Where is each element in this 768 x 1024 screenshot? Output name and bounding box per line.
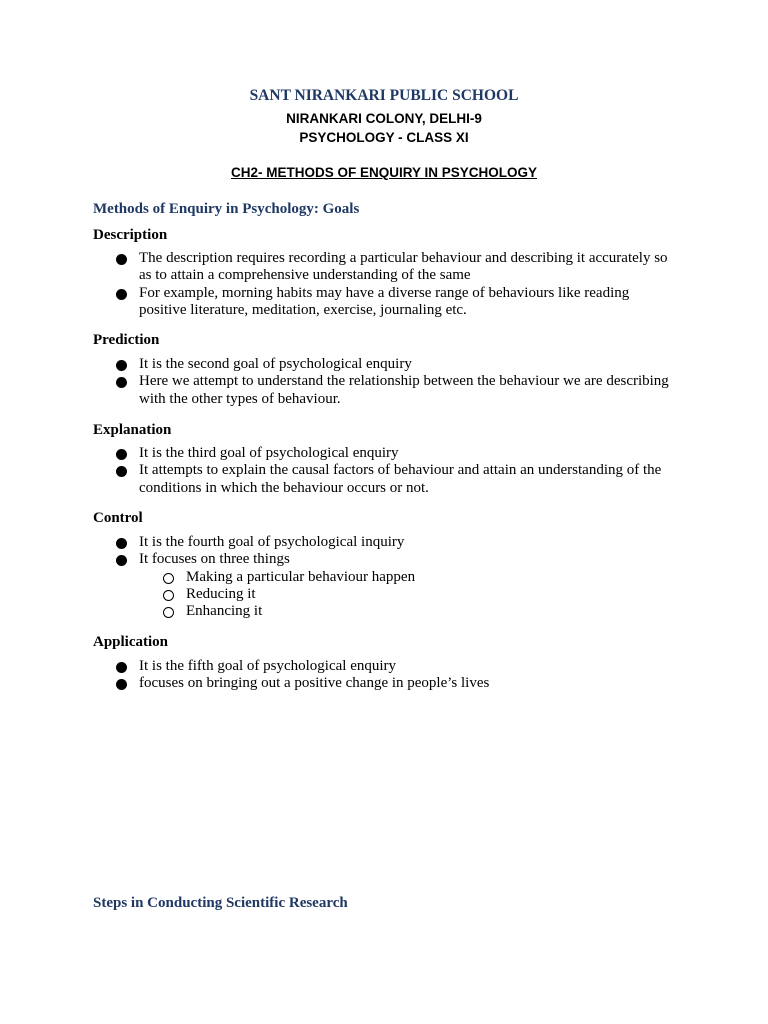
list-item: [0, 551, 679, 568]
sub-list-item: [0, 569, 726, 586]
list-item: [0, 445, 679, 462]
list-item-text: It is the fourth goal of psychological inquiry: [139, 534, 405, 550]
filled-bullet-icon: [116, 662, 127, 673]
filled-bullet-icon: [116, 377, 127, 388]
filled-bullet-icon: [116, 555, 127, 566]
filled-bullet-icon: [116, 449, 127, 460]
hollow-bullet-icon: [163, 573, 174, 584]
prediction-list: [0, 356, 768, 408]
list-item: [0, 373, 679, 408]
description-list: [0, 250, 768, 319]
list-item: [0, 675, 679, 692]
application-list: [0, 658, 768, 693]
school-address: NIRANKARI COLONY, DELHI-9: [286, 111, 482, 126]
list-item: [0, 285, 679, 320]
sub-list-item-text: Enhancing it: [186, 603, 263, 620]
sub-list-item: [0, 603, 726, 620]
list-item-text: It is the third goal of psychological enquiry: [139, 445, 399, 461]
list-item-text: focuses on bringing out a positive change in people’s lives: [139, 675, 490, 692]
list-item: [0, 250, 679, 285]
list-item-text: It is the fifth goal of psychological enquiry: [139, 658, 397, 674]
filled-bullet-icon: [116, 538, 127, 549]
control-heading: Control: [93, 510, 143, 526]
list-item-text: It focuses on three things: [139, 551, 290, 568]
list-item-text: It attempts to explain the causal factors of behaviour and attain an understanding of the conditions in which the behaviour occurs or not.: [139, 462, 662, 496]
explanation-list: [0, 445, 768, 497]
list-item: [0, 462, 679, 497]
goals-section-title: Methods of Enquiry in Psychology: Goals: [93, 201, 360, 217]
application-heading: Application: [93, 634, 169, 650]
sub-list-item-text: Reducing it: [186, 585, 256, 602]
sub-list-item-text: Making a particular behaviour happen: [186, 568, 416, 585]
prediction-heading: Prediction: [93, 332, 160, 348]
list-item-text: It is the second goal of psychological enquiry: [139, 356, 412, 372]
list-item: [0, 356, 679, 373]
filled-bullet-icon: [116, 679, 127, 690]
steps-section-title: Steps in Conducting Scientific Research: [93, 895, 348, 911]
control-list: [0, 534, 768, 620]
filled-bullet-icon: [116, 289, 127, 300]
filled-bullet-icon: [116, 466, 127, 477]
description-heading: Description: [93, 227, 168, 243]
filled-bullet-icon: [116, 360, 127, 371]
hollow-bullet-icon: [163, 607, 174, 618]
school-name: SANT NIRANKARI PUBLIC SCHOOL: [249, 87, 519, 104]
list-item-text: The description requires recording a particular behaviour and describing it accurately so as to attain a comprehensive understanding of the same: [139, 250, 668, 284]
explanation-heading: Explanation: [93, 422, 172, 438]
list-item-text: For example, morning habits may have a diverse range of behaviours like reading positive literature, meditation, exercise, journaling etc.: [139, 284, 630, 318]
sub-list-item: [0, 586, 726, 603]
chapter-title: CH2- METHODS OF ENQUIRY IN PSYCHOLOGY: [230, 165, 538, 180]
class-label: PSYCHOLOGY - CLASS XI: [299, 130, 469, 145]
list-item-text: Here we attempt to understand the relationship between the behaviour we are describing with the other types of behaviour.: [139, 373, 669, 407]
list-item: [0, 658, 679, 675]
hollow-bullet-icon: [163, 590, 174, 601]
filled-bullet-icon: [116, 254, 127, 265]
list-item: [0, 534, 679, 551]
